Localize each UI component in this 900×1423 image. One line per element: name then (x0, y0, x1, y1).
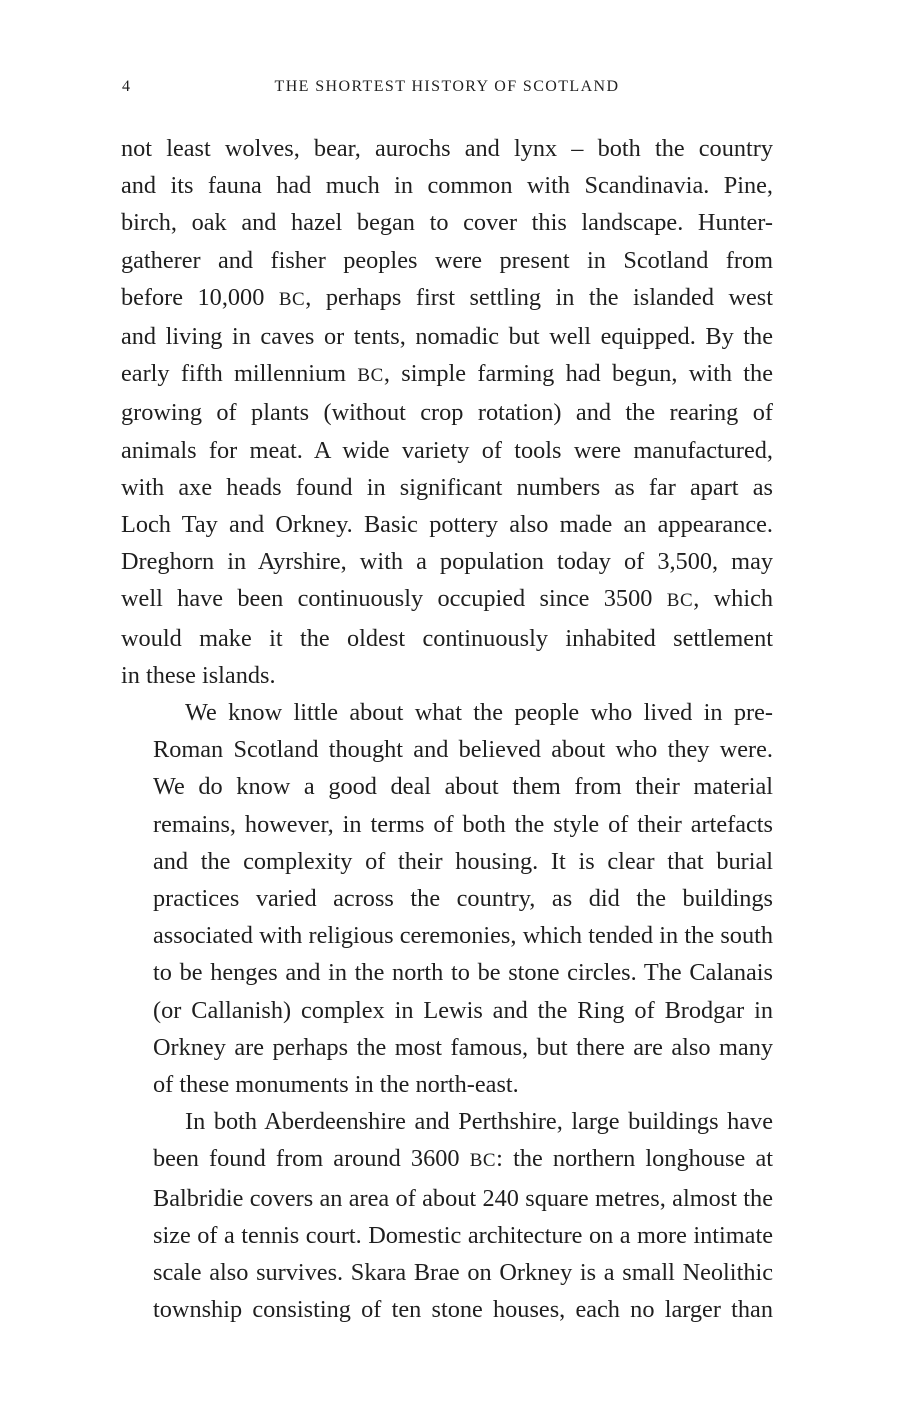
text-line: early fifth millennium BC, simple farming had begun, with the (121, 360, 773, 388)
text-line: and its fauna had much in common with Scandinavia. Pine, (121, 172, 773, 200)
page-number: 4 (122, 78, 132, 95)
text-line: of these monuments in the north-east. (153, 1071, 519, 1099)
text-line: practices varied across the country, as did the buildings (153, 885, 773, 913)
text-line: Balbridie covers an area of about 240 square metres, almost the (153, 1184, 773, 1212)
book-title: THE SHORTEST HISTORY OF SCOTLAND (274, 78, 620, 95)
text-line: with axe heads found in significant numbers as far apart as (121, 473, 773, 501)
text-line: animals for meat. A wide variety of tools were manufactured, (121, 436, 773, 464)
text-line: to be henges and in the north to be stone circles. The Calanais (153, 959, 773, 987)
text-line: and the complexity of their housing. It is clear that burial (153, 847, 773, 875)
text-line: associated with religious ceremonies, which tended in the south (153, 922, 773, 950)
text-line: We know little about what the people who lived in pre- (185, 699, 773, 727)
text-line: Dreghorn in Ayrshire, with a population today of 3,500, may (121, 548, 773, 576)
paragraph-2 (121, 694, 773, 1103)
body-text (121, 130, 773, 1329)
text-line: We do know a good deal about them from their material (153, 773, 773, 801)
text-line: growing of plants (without crop rotation) and the rearing of (121, 399, 773, 427)
text-line: scale also survives. Skara Brae on Orkney is a small Neolithic (153, 1259, 773, 1287)
text-line: would make it the oldest continuously inhabited settlement (121, 624, 773, 652)
text-line: gatherer and fisher peoples were present in Scotland from (121, 246, 773, 274)
text-line: birch, oak and hazel began to cover this landscape. Hunter- (121, 209, 773, 237)
text-line: and living in caves or tents, nomadic but well equipped. By the (121, 323, 773, 351)
text-line: In both Aberdeenshire and Perthshire, large buildings have (185, 1108, 773, 1136)
text-line: township consisting of ten stone houses, each no larger than (153, 1296, 773, 1324)
text-line: Loch Tay and Orkney. Basic pottery also made an appearance. (121, 511, 773, 539)
running-head (122, 78, 772, 102)
text-line: (or Callanish) complex in Lewis and the Ring of Brodgar in (153, 996, 773, 1024)
text-line: well have been continuously occupied since 3500 BC, which (121, 585, 774, 613)
text-line: Orkney are perhaps the most famous, but there are also many (153, 1033, 773, 1061)
text-line: size of a tennis court. Domestic architecture on a more intimate (153, 1221, 773, 1249)
text-line: not least wolves, bear, aurochs and lynx – both the country (121, 135, 773, 162)
text-line: Roman Scotland thought and believed about who they were. (153, 736, 773, 764)
text-line: remains, however, in terms of both the style of their artefacts (153, 810, 773, 838)
text-line: been found from around 3600 BC: the northern longhouse at (153, 1145, 773, 1173)
text-line: before 10,000 BC, perhaps first settling in the islanded west (121, 283, 773, 311)
paragraph-1 (121, 130, 773, 694)
text-line: in these islands. (121, 661, 276, 689)
paragraph-3 (121, 1103, 773, 1328)
